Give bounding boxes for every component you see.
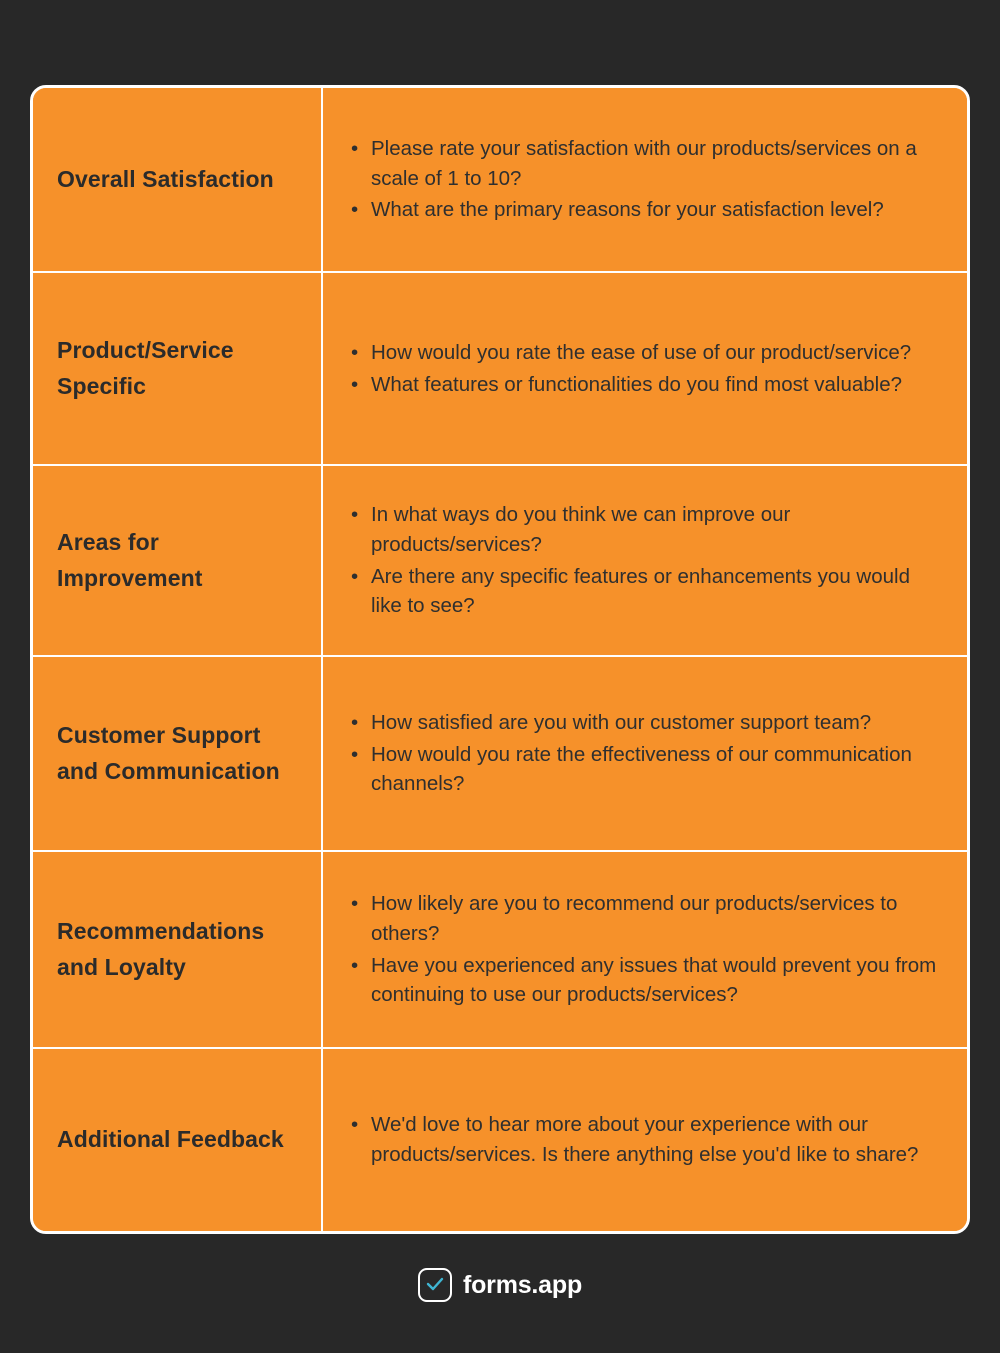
table-row bbox=[33, 466, 967, 657]
brand-name: forms.app bbox=[462, 1270, 583, 1299]
table-row bbox=[33, 657, 967, 852]
table-cell-category bbox=[33, 1049, 323, 1231]
table-cell-category bbox=[33, 852, 323, 1047]
list-item: • How satisfied are you with our customer support team? bbox=[349, 708, 937, 738]
list-item: • Are there any specific features or enhancements you would like to see? bbox=[349, 562, 937, 621]
table-cell-category bbox=[33, 466, 323, 655]
list-item: • How would you rate the effectiveness of our communication channels? bbox=[349, 740, 937, 799]
list-item: • How would you rate the ease of use of our product/service? bbox=[349, 338, 937, 368]
table-cell-category bbox=[33, 273, 323, 464]
category-label: Areas for Improvement bbox=[57, 528, 203, 591]
question-list bbox=[349, 889, 937, 1010]
list-item: • Have you experienced any issues that would prevent you from continuing to use our products/services? bbox=[349, 951, 937, 1010]
category-label: Product/Service Specific bbox=[57, 336, 234, 399]
table-cell-questions bbox=[323, 88, 967, 271]
table-cell-questions bbox=[323, 1049, 967, 1231]
category-label: Overall Satisfaction bbox=[57, 165, 274, 192]
table-cell-questions bbox=[323, 273, 967, 464]
table-row bbox=[33, 852, 967, 1049]
table-row bbox=[33, 273, 967, 466]
question-list bbox=[349, 500, 937, 621]
list-item: • What are the primary reasons for your satisfaction level? bbox=[349, 195, 937, 225]
table-cell-category bbox=[33, 657, 323, 850]
question-list bbox=[349, 708, 937, 799]
category-label: Recommendations and Loyalty bbox=[57, 917, 265, 980]
table-cell-questions bbox=[323, 466, 967, 655]
list-item: • We'd love to hear more about your experience with our products/services. Is there anything else you'd like to share? bbox=[349, 1110, 937, 1169]
category-label: Customer Support and Communication bbox=[57, 721, 280, 784]
list-item: • How likely are you to recommend our products/services to others? bbox=[349, 889, 937, 948]
question-list bbox=[349, 1110, 937, 1169]
footer-branding bbox=[0, 1268, 1000, 1302]
list-item: • What features or functionalities do you find most valuable? bbox=[349, 370, 937, 400]
list-item: • In what ways do you think we can improve our products/services? bbox=[349, 500, 937, 559]
table-cell-questions bbox=[323, 852, 967, 1047]
table-cell-category bbox=[33, 88, 323, 271]
category-label: Additional Feedback bbox=[57, 1126, 284, 1153]
forms-app-check-icon bbox=[418, 1268, 452, 1302]
table-row bbox=[33, 88, 967, 273]
list-item: • Please rate your satisfaction with our products/services on a scale of 1 to 10? bbox=[349, 134, 937, 193]
table-cell-questions bbox=[323, 657, 967, 850]
question-list bbox=[349, 338, 937, 399]
survey-questions-table bbox=[30, 85, 970, 1234]
table-row bbox=[33, 1049, 967, 1231]
question-list bbox=[349, 134, 937, 225]
